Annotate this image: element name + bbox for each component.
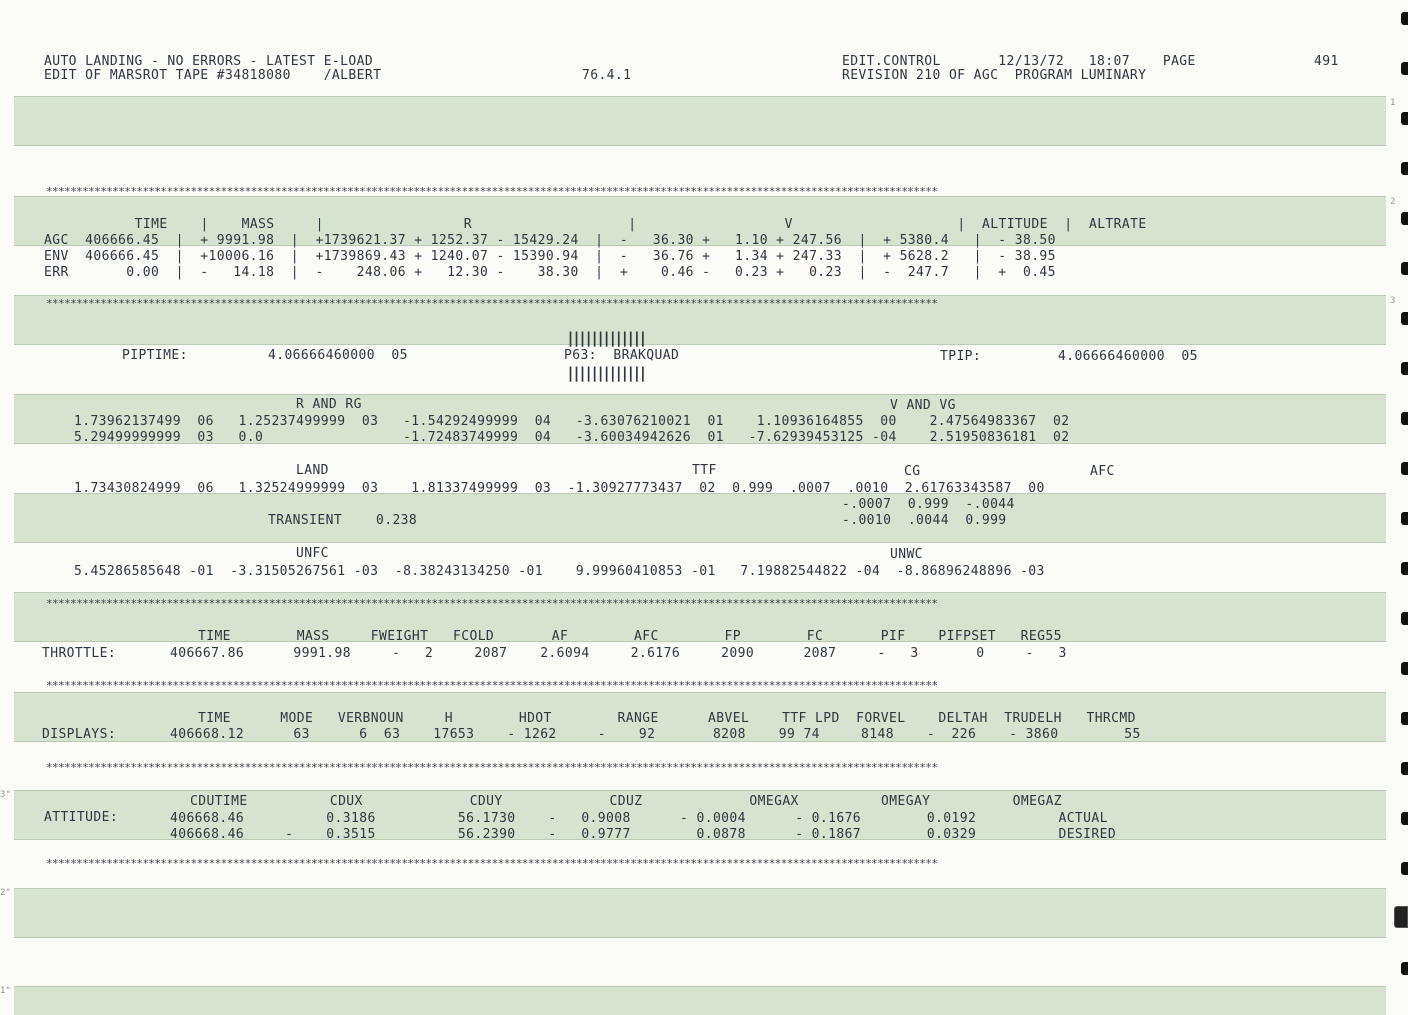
cg-row-3: -.0010 .0044 0.999 bbox=[842, 513, 1007, 528]
state-table-header: TIME | MASS | R | V | ALTITUDE | ALTRATE bbox=[110, 217, 1147, 232]
unwc-label: UNWC bbox=[890, 547, 923, 562]
displays-label: DISPLAYS: bbox=[42, 727, 117, 742]
separator: **************************************************************************************************************************************************** bbox=[46, 185, 938, 198]
margin-mark: 2 bbox=[1390, 197, 1396, 207]
vector-row-2: 5.29499999999 03 0.0 -1.72483749999 04 -3.60034942626 01 -7.62939453125 -04 2.51950836181 02 bbox=[74, 430, 1070, 445]
separator: **************************************************************************************************************************************************** bbox=[46, 597, 938, 610]
margin-mark: 3 bbox=[1390, 296, 1396, 306]
attitude-row-actual: 406668.46 0.3186 56.1730 - 0.9008 - 0.0004 - 0.1676 0.0192 ACTUAL bbox=[170, 811, 1108, 826]
land-label: LAND bbox=[296, 463, 329, 478]
unfc-label: UNFC bbox=[296, 546, 329, 561]
header-title: AUTO LANDING - NO ERRORS - LATEST E-LOAD bbox=[44, 54, 374, 69]
cg-row-2: -.0007 0.999 -.0044 bbox=[842, 497, 1015, 512]
margin-mark: 1" bbox=[0, 986, 11, 996]
v-and-vg-label: V AND VG bbox=[890, 398, 956, 413]
pip-bars-top: ||||||||||||| bbox=[566, 329, 645, 347]
margin-mark: 3" bbox=[0, 790, 11, 800]
throttle-header: TIME MASS FWEIGHT FCOLD AF AFC FP FC PIF PIFPSET REG55 bbox=[198, 629, 1062, 644]
state-row-agc: AGC 406666.45 | + 9991.98 | +1739621.37 + 1252.37 - 15429.24 | - 36.30 + 1.10 + 247.56 | + 5380.4 | - 38.50 bbox=[44, 233, 1056, 248]
attitude-label: ATTITUDE: bbox=[44, 810, 119, 825]
pip-bars-bottom: ||||||||||||| bbox=[566, 364, 645, 382]
throttle-row: 406667.86 9991.98 - 2 2087 2.6094 2.6176 2090 2087 - 3 0 - 3 bbox=[170, 646, 1067, 661]
margin-mark: 1 bbox=[1390, 98, 1396, 108]
separator: **************************************************************************************************************************************************** bbox=[46, 679, 938, 692]
separator: **************************************************************************************************************************************************** bbox=[46, 761, 938, 774]
pip-time-value: 4.06666460000 05 bbox=[268, 348, 408, 363]
displays-header: TIME MODE VERBNOUN H HDOT RANGE ABVEL TTF LPD FORVEL DELTAH TRUDELH THRCMD bbox=[198, 711, 1136, 726]
separator: **************************************************************************************************************************************************** bbox=[46, 857, 938, 870]
r-and-rg-label: R AND RG bbox=[296, 397, 362, 412]
program-name: P63: BRAKQUAD bbox=[564, 348, 680, 363]
cg-label: CG bbox=[904, 464, 921, 479]
tpip-value: 4.06666460000 05 bbox=[1058, 349, 1198, 364]
land-row: 1.73430824999 06 1.32524999999 03 1.81337499999 03 -1.30927773437 02 0.999 .0007 .0010 2.61763343587 00 bbox=[74, 481, 1045, 496]
paper-band bbox=[14, 888, 1386, 938]
header-revision: REVISION 210 OF AGC PROGRAM LUMINARY bbox=[842, 68, 1147, 83]
transient-label: TRANSIENT bbox=[268, 513, 343, 528]
ttf-label: TTF bbox=[692, 463, 717, 478]
throttle-label: THROTTLE: bbox=[42, 646, 117, 661]
pip-time-label: PIPTIME: bbox=[122, 348, 188, 363]
afc-label: AFC bbox=[1090, 464, 1115, 479]
tpip-label: TPIP: bbox=[940, 349, 982, 364]
transient-value: 0.238 bbox=[376, 513, 418, 528]
header-version: 76.4.1 bbox=[582, 68, 632, 83]
paper-band bbox=[14, 986, 1386, 1015]
header-edit-control: EDIT.CONTROL 12/13/72 18:07 PAGE bbox=[842, 54, 1196, 69]
attitude-header: CDUTIME CDUX CDUY CDUZ OMEGAX OMEGAY OMEGAZ bbox=[190, 794, 1063, 809]
displays-row: 406668.12 63 6 63 17653 - 1262 - 92 8208 99 74 8148 - 226 - 3860 55 bbox=[170, 727, 1141, 742]
state-row-err: ERR 0.00 | - 14.18 | - 248.06 + 12.30 - 38.30 | + 0.46 - 0.23 + 0.23 | - 247.7 | + 0.45 bbox=[44, 265, 1056, 280]
paper-band bbox=[14, 493, 1386, 543]
page-number: 491 bbox=[1314, 54, 1339, 69]
margin-mark: 2" bbox=[0, 888, 11, 898]
unit-vector-row: 5.45286585648 -01 -3.31505267561 -03 -8.38243134250 -01 9.99960410853 -01 7.19882544822 -04 -8.86896248896 -03 bbox=[74, 564, 1045, 579]
separator: **************************************************************************************************************************************************** bbox=[46, 297, 938, 310]
attitude-row-desired: 406668.46 - 0.3515 56.2390 - 0.9777 0.0878 - 0.1867 0.0329 DESIRED bbox=[170, 827, 1117, 842]
header-tape-info: EDIT OF MARSROT TAPE #34818080 /ALBERT bbox=[44, 68, 382, 83]
paper-band bbox=[14, 96, 1386, 146]
state-row-env: ENV 406666.45 | +10006.16 | +1739869.43 + 1240.07 - 15390.94 | - 36.76 + 1.34 + 247.33 | + 5628.2 | - 38.95 bbox=[44, 249, 1056, 264]
vector-row-1: 1.73962137499 06 1.25237499999 03 -1.54292499999 04 -3.63076210021 01 1.10936164855 00 2.47564983367 02 bbox=[74, 414, 1070, 429]
